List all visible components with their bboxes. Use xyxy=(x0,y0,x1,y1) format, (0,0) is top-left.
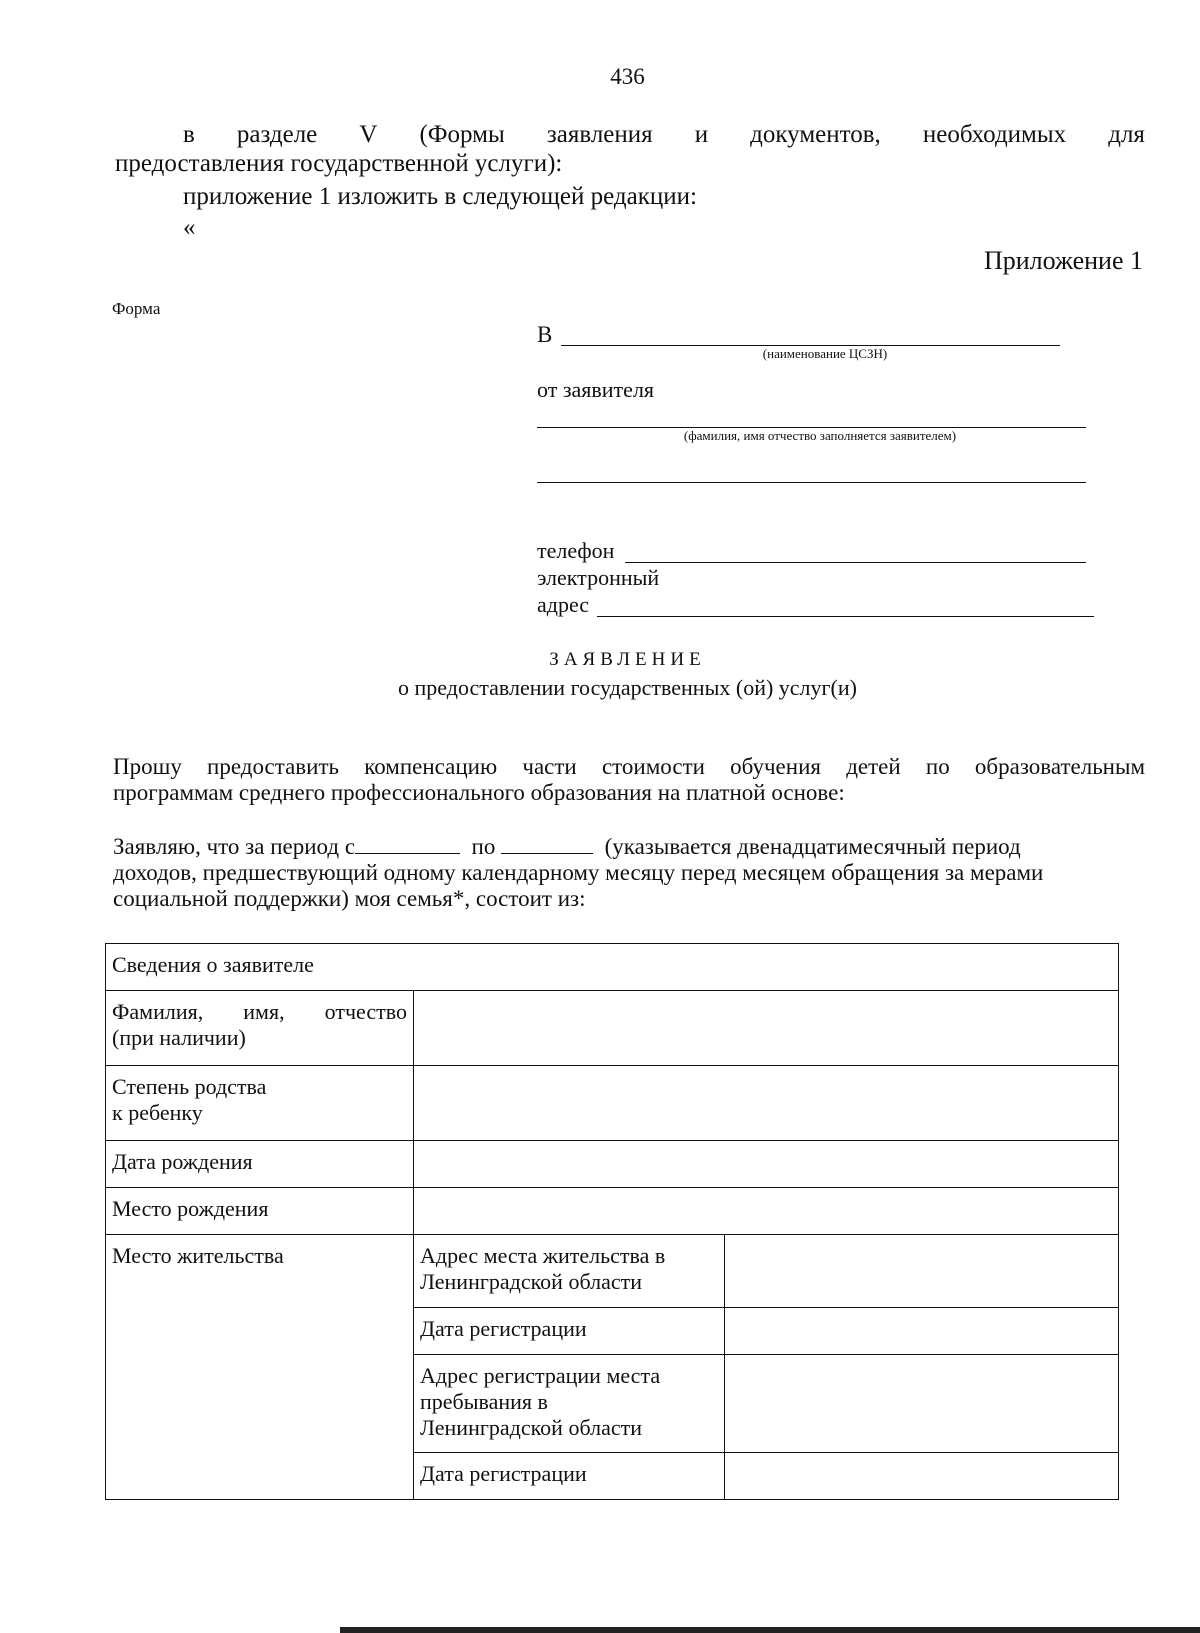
fio-word: Фамилия, xyxy=(112,999,204,1024)
request-word: Прошу xyxy=(113,754,182,779)
from-field-line-2[interactable] xyxy=(537,455,1086,483)
declaration-text: по xyxy=(471,834,496,859)
intro-word: заявления xyxy=(546,121,653,148)
table-row xyxy=(106,1235,1119,1308)
declaration-line-1 xyxy=(113,834,1153,860)
period-from-blank[interactable] xyxy=(355,835,460,854)
opening-quote: « xyxy=(183,214,196,241)
table-row xyxy=(106,1188,1119,1235)
applicant-info-table xyxy=(105,943,1119,1500)
request-word: обучения xyxy=(730,754,821,779)
fio-label-cell xyxy=(106,991,414,1066)
declaration-line-3: социальной поддержки) моя семья*, состоит из: xyxy=(113,886,586,911)
intro-line-2: предоставления государственной услуги): xyxy=(115,150,563,177)
declaration-line-2: доходов, предшествующий одному календарному месяцу перед месяцем обращения за мерами xyxy=(113,860,1044,885)
intro-word: в xyxy=(183,121,195,148)
email-field-line[interactable] xyxy=(597,594,1094,617)
to-hint: (наименование ЦСЗН) xyxy=(762,346,888,361)
from-label: от заявителя xyxy=(537,377,655,402)
phone-label: телефон xyxy=(537,538,615,563)
intro-word: документов, xyxy=(750,121,881,148)
relation-label-line-1: Степень родства xyxy=(112,1074,267,1099)
phone-field-line[interactable] xyxy=(625,540,1086,563)
application-title: ЗАЯВЛЕНИЕ xyxy=(549,649,706,670)
scan-edge-shadow xyxy=(340,1627,1200,1633)
stay-addr-label-cell xyxy=(414,1355,725,1453)
period-to-blank[interactable] xyxy=(501,835,593,854)
to-prefix: В xyxy=(537,322,553,347)
birth-place-input-cell[interactable] xyxy=(414,1188,1119,1235)
intro-word: необходимых xyxy=(922,121,1067,148)
relation-label-cell xyxy=(106,1066,414,1141)
intro-word: разделе xyxy=(236,121,318,148)
table-row xyxy=(106,944,1119,991)
intro-word: V xyxy=(359,121,378,148)
stay-addr-line-3: Ленинградской области xyxy=(420,1415,642,1440)
reg-date-input-cell[interactable] xyxy=(725,1308,1119,1355)
from-hint: (фамилия, имя отчество заполняется заявителем) xyxy=(683,428,957,443)
birth-date-label-cell: Дата рождения xyxy=(106,1141,414,1188)
addr-lo-line-2: Ленинградской области xyxy=(420,1269,642,1294)
request-paragraph xyxy=(113,754,1145,806)
addr-lo-label-cell xyxy=(414,1235,725,1308)
addr-lo-input-cell[interactable] xyxy=(725,1235,1119,1308)
stay-addr-line-1: Адрес регистрации места xyxy=(420,1363,661,1388)
form-label: Форма xyxy=(112,299,161,318)
from-field-line-1[interactable] xyxy=(537,400,1086,428)
to-field-line[interactable] xyxy=(561,325,1060,346)
request-word: образовательным xyxy=(974,754,1145,779)
birth-date-input-cell[interactable] xyxy=(414,1141,1119,1188)
table-header-cell: Сведения о заявителе xyxy=(106,944,1119,991)
fio-word: отчество xyxy=(324,999,407,1024)
email-label-2: адрес xyxy=(537,592,590,617)
declaration-paragraph xyxy=(113,834,1153,912)
request-word: компенсацию xyxy=(364,754,498,779)
intro-word: и xyxy=(694,121,709,148)
fio-word: имя, xyxy=(243,999,285,1024)
stay-reg-date-input-cell[interactable] xyxy=(725,1453,1119,1500)
birth-place-label-cell: Место рождения xyxy=(106,1188,414,1235)
request-line-2: программам среднего профессионального образования на платной основе: xyxy=(113,780,845,805)
table-row xyxy=(106,1141,1119,1188)
application-subtitle: о предоставлении государственных (ой) услуг(и) xyxy=(398,675,857,700)
addr-lo-line-1: Адрес места жительства в xyxy=(420,1243,666,1268)
intro-line-1 xyxy=(115,120,1145,149)
request-word: детей xyxy=(846,754,901,779)
request-word: по xyxy=(925,754,950,779)
residence-label-cell: Место жительства xyxy=(106,1235,414,1500)
stay-reg-date-label-cell: Дата регистрации xyxy=(414,1453,725,1500)
appendix-label: Приложение 1 xyxy=(983,246,1143,275)
stay-addr-input-cell[interactable] xyxy=(725,1355,1119,1453)
email-label-1: электронный xyxy=(537,565,660,590)
stay-addr-line-2: пребывания в xyxy=(420,1389,548,1414)
intro-line-3: приложение 1 изложить в следующей редакции: xyxy=(183,183,697,210)
intro-word: для xyxy=(1108,121,1145,148)
intro-word: (Формы xyxy=(419,121,505,148)
page-number: 436 xyxy=(610,64,645,89)
reg-date-label-cell: Дата регистрации xyxy=(414,1308,725,1355)
request-line-1 xyxy=(113,754,1145,780)
relation-label-line-2: к ребенку xyxy=(112,1100,203,1125)
fio-input-cell[interactable] xyxy=(414,991,1119,1066)
intro-paragraph xyxy=(115,120,1145,178)
request-word: стоимости xyxy=(601,754,705,779)
fio-label-line-2: (при наличии) xyxy=(112,1025,246,1050)
declaration-text: (указывается двенадцатимесячный период xyxy=(604,834,1021,859)
request-word: части xyxy=(522,754,577,779)
declaration-text: Заявляю, что за период с xyxy=(113,834,356,859)
request-word: предоставить xyxy=(207,754,339,779)
table-row xyxy=(106,1066,1119,1141)
relation-input-cell[interactable] xyxy=(414,1066,1119,1141)
table-row xyxy=(106,991,1119,1066)
